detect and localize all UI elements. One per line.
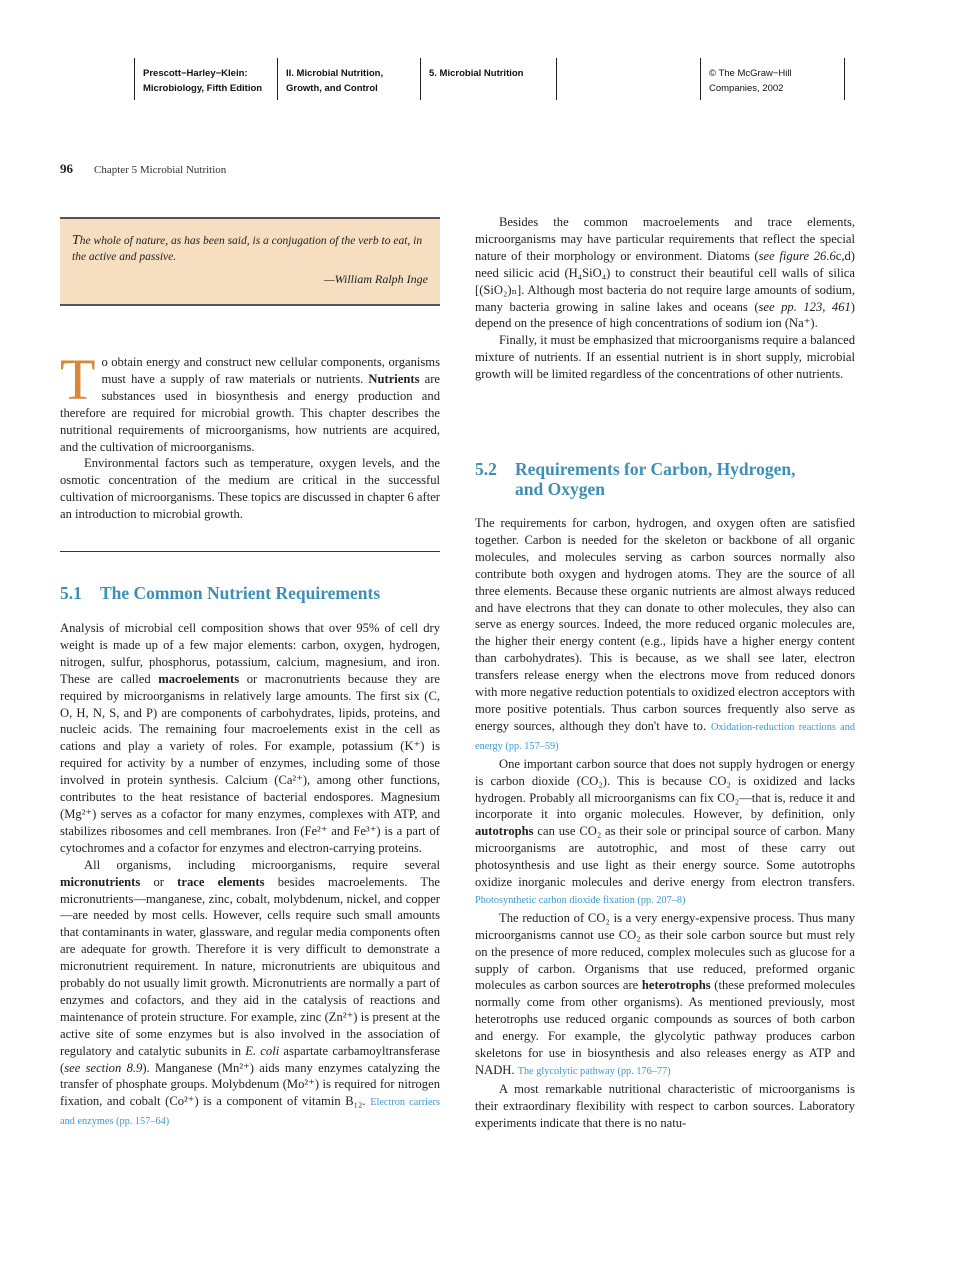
s51-p1-b: or macronutrients because they are required by microorganisms in relatively large amounts. The first six (C, O, H, N, S, and P) are components of carbohydrates, lipids, proteins, and nucleic acids. The remaining four macroelements exist in the cell as cations and play a variety of roles. For example, potassium (K⁺) is required for activity by a number of enzymes, including some of those involved in protein synthesis. Calcium (Ca²⁺), among other functions, contributes to the heat resistance of bacterial endospores. Magnesium (Mg²⁺) serves as a cofactor for many enzymes, complexes with ATP, and stabilizes ribosomes and cell membranes. Iron (Fe²⁺ and Fe³⁺) is a part of cytochromes and a cofactor for enzymes and electron-carrying proteins. [60, 671, 440, 855]
header-copyright-line1: © The McGraw−Hill [709, 68, 792, 79]
s51-p2-or: or [140, 874, 178, 889]
intro-paragraph-2: Environmental factors such as temperature, oxygen levels, and the osmotic concentration of the medium are critical in the successful cultivation of microorganisms. These topics are discussed in chapter 6 after an introduction to microbial growth. [60, 456, 440, 522]
section-divider-left [60, 551, 440, 552]
s51-p2-d: ). Manganese (Mn²⁺) aids many enzymes catalyzing the transfer of phosphate groups. Molybdenum (Mo²⁺) is required for nitrogen fixation, and cobalt (Co²⁺) is a component of vitamin B₁₂. [60, 1060, 440, 1109]
term-nutrients: Nutrients [368, 371, 420, 386]
section-title-5-1: The Common Nutrient Requirements [100, 583, 381, 603]
intro-paragraph-1 [60, 347, 440, 455]
rt-p1-c: ) depend on the presence of high concentrations of sodium ion (Na⁺). [475, 299, 855, 331]
cross-ref-section-8-9[interactable]: see section 8.9 [64, 1060, 143, 1075]
running-header-chapter [420, 58, 555, 100]
cross-ref-electron-carriers[interactable]: Electron carriers and enzymes (pp. 157–64) [60, 1097, 440, 1128]
right-column-intro [475, 214, 855, 383]
s52-p1: The requirements for carbon, hydrogen, and oxygen often are satisfied together. Carbon is needed for the skeleton or backbone of all organic molecules, and molecules serving as carbon sources normally also contribute both oxygen and hydrogen atoms. They are the source of all three elements. Because these organic nutrients are almost always reduced and have electrons that they can donate to other molecules, they also can serve as energy sources. Indeed, the more reduced organic molecules are, the higher their energy content (e.g., lipids have a higher energy content than carbohydrates). This is because, as we shall see later, electron transfers release energy when the electrons move from reduced donors with more negative reduction potentials to oxidized electron acceptors with more positive potentials. Thus carbon sources frequently also serve as energy sources, although they don't have to. [475, 516, 855, 733]
cross-ref-pages-123-461[interactable]: see pp. 123, 461 [758, 299, 851, 314]
page-number: 96 [60, 161, 73, 176]
s51-p2-a: All organisms, including microorganisms, require several [84, 857, 440, 872]
section-5-2-body [475, 515, 855, 1132]
s52-p3-b: (these preformed molecules normally come from other organisms). As mentioned previously, most heterotrophs use reduced organic compounds as sources of both carbon and energy. For example, the glycolytic pathway produces carbon skeletons for use in biosynthesis and also releases energy as ATP and NADH. [475, 978, 855, 1077]
running-header [134, 58, 845, 100]
species-ecoli: E. coli [245, 1043, 280, 1058]
section-5-2-paragraph-2 [475, 756, 855, 910]
term-heterotrophs: heterotrophs [641, 978, 711, 993]
section-number-5-2: 5.2 [475, 459, 497, 479]
header-copyright-line2: Companies, 2002 [709, 83, 784, 94]
header-book-title: Microbiology, Fifth Edition [143, 83, 263, 94]
section-title-5-2-line2: and Oxygen [515, 479, 605, 499]
header-part-line1: II. Microbial Nutrition, [286, 68, 384, 79]
section-heading-5-1 [60, 583, 380, 603]
section-5-2-paragraph-3 [475, 910, 855, 1081]
s52-p2-a: One important carbon source that does not supply hydrogen or energy is carbon dioxide (CO₂). This is because CO₂ is oxidized and lacks hydrogen. Probably all microorganisms can fix CO₂—that is, reduce it and incorporate it into organic molecules. However, by definition, only [475, 756, 855, 822]
section-title-5-2-line1: Requirements for Carbon, Hydrogen, [515, 459, 796, 479]
rt-p1-b: c,d) need silicic acid (H₄SiO₄) to construct their beautiful cell walls of silica [(SiO₂)ₙ]. Although most bacteria do not require large amounts of sodium, many bacteria growing in saline lakes and oceans ( [475, 248, 855, 314]
s52-p2-b: can use CO₂ as their sole or principal source of carbon. Many microorganisms are autotrophic, and most of these carry out photosynthesis and use light as their energy source. Some autotrophs oxidize inorganic molecules and derive energy from electron transfers. [475, 824, 855, 890]
header-part-line2: Growth, and Control [286, 83, 378, 94]
section-5-1-paragraph-1 [60, 620, 440, 857]
section-5-1-body [60, 620, 440, 1131]
rt-p1-a: Besides the common macroelements and trace elements, microorganisms may have particular requirements that reflect the special nature of their morphology or environment. Diatoms ( [475, 215, 855, 263]
section-number-5-1: 5.1 [60, 583, 82, 603]
drop-cap: T [60, 347, 96, 412]
page-folio [60, 161, 226, 177]
header-chapter-title: 5. Microbial Nutrition [429, 68, 524, 79]
right-paragraph-1 [475, 214, 855, 332]
running-header-copyright [700, 58, 845, 100]
term-trace-elements: trace elements [177, 874, 265, 889]
chapter-label: Chapter 5 Microbial Nutrition [94, 164, 227, 176]
term-micronutrients: micronutrients [60, 874, 141, 889]
running-header-book [134, 58, 276, 100]
cross-ref-glycolytic-pathway[interactable]: The glycolytic pathway (pp. 176–77) [517, 1066, 671, 1077]
cross-ref-photosynthetic-fixation[interactable]: Photosynthetic carbon dioxide fixation (pp. 207–8) [475, 894, 686, 906]
section-5-2-paragraph-1 [475, 515, 855, 756]
section-heading-5-2 [475, 459, 796, 499]
intro-p1-a: o obtain energy and construct new cellular components, organisms must have a supply of raw materials or nutrients. [101, 355, 440, 386]
s51-p1-a: Analysis of microbial cell composition shows that over 95% of cell dry weight is made up of a few major elements: carbon, oxygen, hydrogen, nitrogen, sulfur, phosphorus, potassium, calcium, magnesium, and iron. These are called [60, 621, 440, 686]
cross-ref-oxidation-reduction[interactable]: Oxidation-reduction reactions and energy (pp. 157–59) [475, 721, 855, 752]
running-header-blank [556, 58, 699, 100]
cross-ref-figure-26-6[interactable]: see figure 26.6 [758, 248, 836, 263]
epigraph-box [60, 217, 440, 306]
intro-text [60, 347, 440, 523]
epigraph-lead: T [72, 233, 80, 248]
term-macroelements: macroelements [158, 671, 240, 686]
s51-p2-b: besides macroelements. The micronutrients—manganese, zinc, cobalt, molybdenum, nickel, and copper—are needed by most cells. However, cells require such small amounts that contaminants in water, glassware, and regular media components often are adequate for growth. Therefore it is very difficult to demonstrate a micronutrient requirement. In nature, micronutrients are ubiquitous and probably do not usually limit growth. Micronutrients are normally a part of enzymes and cofactors, and they aid in the catalysis of reactions and maintenance of protein structure. For example, zinc (Zn²⁺) is present at the active site of some enzymes but is also involved in the association of regulatory and catalytic subunits in [60, 874, 440, 1058]
right-paragraph-2: Finally, it must be emphasized that microorganisms require a balanced mixture of nutrients. If an essential nutrient is in short supply, microbial growth will be limited regardless of the concentrations of other nutrients. [475, 333, 855, 382]
s52-p3-a: The reduction of CO₂ is a very energy-expensive process. Thus many microorganisms cannot use CO₂ as their sole carbon source but must rely on the presence of more reduced, complex molecules such as glucose for a supply of carbon. Organisms that use reduced, preformed organic molecules as carbon sources are [475, 910, 855, 993]
section-5-1-paragraph-2 [60, 857, 440, 1132]
epigraph-text: he whole of nature, as has been said, is a conjugation of the verb to eat, in the active and passive. [72, 235, 423, 263]
intro-p1-b: are substances used in biosynthesis and energy production and therefore are required for microbial growth. This chapter describes the nutritional requirements of microorganisms, how nutrients are acquired, and the cultivation of microorganisms. [60, 371, 440, 454]
term-autotrophs: autotrophs [475, 824, 534, 839]
running-header-part [277, 58, 419, 100]
epigraph-attribution: —William Ralph Inge [324, 272, 428, 286]
epigraph-quote [72, 233, 428, 265]
s51-p2-c: aspartate carbamoyltransferase ( [60, 1043, 441, 1075]
section-5-2-paragraph-4: A most remarkable nutritional characteristic of microorganisms is their extraordinary flexibility with respect to carbon sources. Laboratory experiments indicate that there is no natu- [475, 1081, 855, 1130]
header-authors: Prescott−Harley−Klein: [143, 68, 248, 79]
